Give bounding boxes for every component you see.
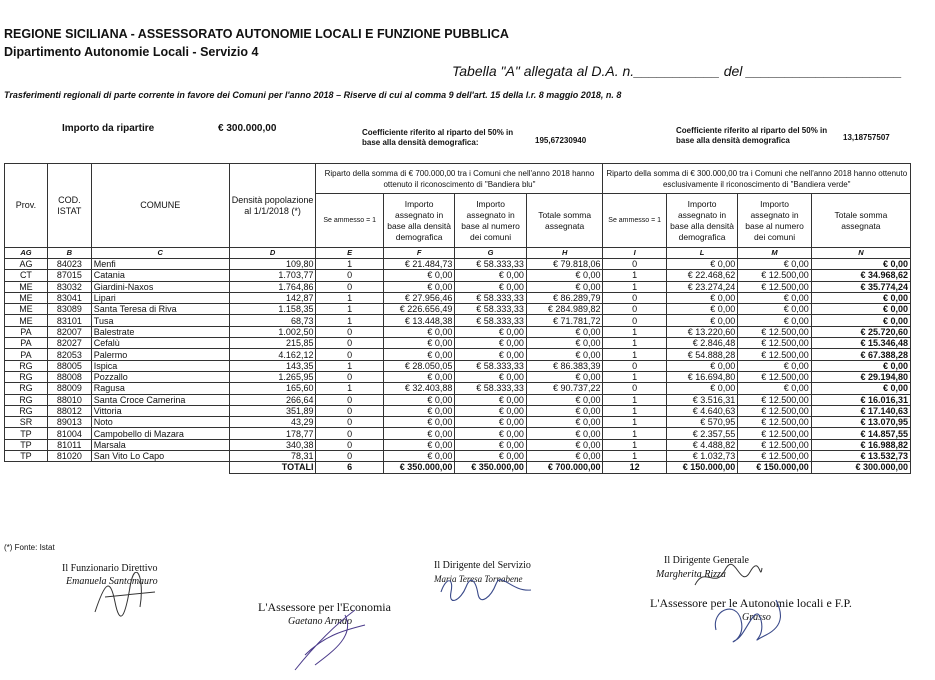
cell-prov: PA [5,349,48,360]
cell-importo-g: € 0,00 [455,326,526,337]
signature-scribble-assessore-economia [285,605,385,675]
riparto-table [4,163,911,474]
col-se-ammesso-e: Se ammesso = 1 [316,194,383,248]
cell-importo-f: € 0,00 [383,371,454,382]
cell-importo-l: € 23.274,24 [666,281,737,292]
cell-totale-h: € 0,00 [526,417,603,428]
table-row [5,383,911,394]
cell-comune: Vittoria [91,405,229,416]
cell-se-ammesso-i: 1 [603,349,666,360]
totals-label: TOTALI [229,462,316,473]
cell-importo-l: € 0,00 [666,360,737,371]
cell-totale-h: € 284.989,82 [526,304,603,315]
cell-totale-h: € 0,00 [526,281,603,292]
cell-importo-g: € 0,00 [455,349,526,360]
cell-densita: 143,35 [229,360,316,371]
cell-comune: Cefalù [91,338,229,349]
table-row [5,304,911,315]
cell-densita: 340,38 [229,439,316,450]
coeff1-value: 195,67230940 [535,136,587,145]
letter-cell: B [47,248,91,259]
letter-cell: D [229,248,316,259]
cell-prov: ME [5,315,48,326]
cell-comune: Menfi [91,259,229,270]
cell-cod-istat: 83032 [47,281,91,292]
cell-prov: RG [5,383,48,394]
cell-importo-g: € 58.333,33 [455,315,526,326]
cell-densita: 351,89 [229,405,316,416]
cell-totale-h: € 79.818,06 [526,259,603,270]
cell-comune: Pozzallo [91,371,229,382]
cell-importo-g: € 0,00 [455,270,526,281]
cell-se-ammesso-e: 0 [316,394,383,405]
cell-cod-istat: 81011 [47,439,91,450]
cell-importo-f: € 28.050,05 [383,360,454,371]
cell-totale-h: € 0,00 [526,338,603,349]
total-g: € 350.000,00 [455,462,526,473]
cell-importo-l: € 0,00 [666,292,737,303]
signature-scribble-dirigente-servizio [436,572,536,606]
table-row [5,326,911,337]
table-row [5,405,911,416]
tabella-title: Tabella "A" allegata al D.A. n.___________ del ____________________ [452,63,903,79]
cell-prov: TP [5,428,48,439]
importo-label: Importo da ripartire [62,123,155,134]
cell-densita: 1.703,77 [229,270,316,281]
assessore-economia-title: L'Assessore per l'Economia [258,600,391,614]
cell-comune: Santa Teresa di Riva [91,304,229,315]
cell-totale-n: € 13.532,73 [811,451,910,462]
cell-importo-m: € 12.500,00 [738,428,812,439]
cell-importo-l: € 0,00 [666,315,737,326]
cell-importo-l: € 22.468,62 [666,270,737,281]
cell-totale-n: € 0,00 [811,292,910,303]
cell-importo-g: € 58.333,33 [455,292,526,303]
coeff2-label: Coefficiente riferito al riparto del 50% in base alla densità demografica [676,126,828,145]
assessore-autonomie-name: Grasso [742,612,771,623]
header-region: REGIONE SICILIANA - ASSESSORATO AUTONOMIE LOCALI E FUNZIONE PUBBLICA [4,27,509,41]
cell-totale-n: € 35.774,24 [811,281,910,292]
cell-importo-f: € 0,00 [383,417,454,428]
dirigente-generale-name: Margherita Rizza [656,569,726,580]
cell-importo-g: € 0,00 [455,371,526,382]
col-importo-densita-f: Importo assegnato in base alla densità demografica [383,194,454,248]
signature-scribble-assessore-autonomie [706,590,786,650]
table-row [5,428,911,439]
cell-prov: PA [5,338,48,349]
cell-se-ammesso-e: 1 [316,360,383,371]
cell-importo-l: € 0,00 [666,383,737,394]
cell-totale-n: € 29.194,80 [811,371,910,382]
table-row [5,451,911,462]
cell-comune: Santa Croce Camerina [91,394,229,405]
cell-cod-istat: 82007 [47,326,91,337]
cell-totale-h: € 0,00 [526,439,603,450]
table-row [5,315,911,326]
cell-importo-l: € 4.640,63 [666,405,737,416]
cell-densita: 1.265,95 [229,371,316,382]
cell-importo-m: € 12.500,00 [738,394,812,405]
cell-se-ammesso-e: 0 [316,349,383,360]
coeff1-label: Coefficiente riferito al riparto del 50% in base alla densità demografica: [362,128,514,147]
cell-prov: RG [5,394,48,405]
cell-prov: RG [5,405,48,416]
cell-importo-m: € 12.500,00 [738,405,812,416]
funzionario-name: Emanuela Santomauro [66,576,158,587]
cell-comune: Campobello di Mazara [91,428,229,439]
col-totale-n: Totale somma assegnata [811,194,910,248]
cell-se-ammesso-e: 0 [316,428,383,439]
col-comune: COMUNE [91,164,229,248]
col-se-ammesso-i: Se ammesso = 1 [603,194,666,248]
cell-densita: 109,80 [229,259,316,270]
cell-importo-g: € 58.333,33 [455,360,526,371]
cell-importo-m: € 0,00 [738,292,812,303]
cell-se-ammesso-i: 1 [603,371,666,382]
table-row [5,417,911,428]
cell-comune: Giardini-Naxos [91,281,229,292]
cell-se-ammesso-i: 1 [603,405,666,416]
cell-importo-l: € 2.846,48 [666,338,737,349]
cell-importo-g: € 0,00 [455,451,526,462]
cell-importo-f: € 0,00 [383,281,454,292]
cell-cod-istat: 83089 [47,304,91,315]
cell-se-ammesso-e: 1 [316,304,383,315]
cell-importo-f: € 21.484,73 [383,259,454,270]
funzionario-title: Il Funzionario Direttivo [62,563,158,574]
cell-comune: Noto [91,417,229,428]
cell-importo-m: € 0,00 [738,383,812,394]
cell-se-ammesso-i: 0 [603,360,666,371]
cell-importo-m: € 0,00 [738,315,812,326]
cell-totale-h: € 0,00 [526,270,603,281]
cell-se-ammesso-i: 0 [603,292,666,303]
cell-totale-n: € 34.968,62 [811,270,910,281]
cell-importo-g: € 58.333,33 [455,383,526,394]
importo-value: € 300.000,00 [218,123,277,134]
cell-totale-h: € 90.737,22 [526,383,603,394]
cell-cod-istat: 84023 [47,259,91,270]
cell-totale-n: € 16.016,31 [811,394,910,405]
total-e: 6 [316,462,383,473]
cell-comune: Balestrate [91,326,229,337]
cell-comune: Ragusa [91,383,229,394]
cell-importo-f: € 226.656,49 [383,304,454,315]
letter-cell: M [738,248,812,259]
cell-cod-istat: 82027 [47,338,91,349]
cell-importo-m: € 0,00 [738,304,812,315]
cell-se-ammesso-e: 1 [316,315,383,326]
cell-importo-f: € 0,00 [383,394,454,405]
cell-prov: TP [5,439,48,450]
cell-densita: 68,73 [229,315,316,326]
cell-importo-g: € 0,00 [455,428,526,439]
letter-cell: F [383,248,454,259]
cell-densita: 165,60 [229,383,316,394]
column-letters-row [5,248,911,259]
cell-cod-istat: 82053 [47,349,91,360]
total-n: € 300.000,00 [811,462,910,473]
cell-importo-m: € 12.500,00 [738,281,812,292]
cell-importo-f: € 0,00 [383,451,454,462]
letter-cell: AG [5,248,48,259]
cell-importo-m: € 12.500,00 [738,439,812,450]
cell-se-ammesso-e: 0 [316,405,383,416]
cell-se-ammesso-i: 1 [603,281,666,292]
col-densita: Densità popolazione al 1/1/2018 (*) [229,164,316,248]
cell-importo-m: € 12.500,00 [738,417,812,428]
cell-cod-istat: 88009 [47,383,91,394]
cell-se-ammesso-i: 1 [603,439,666,450]
cell-densita: 4.162,12 [229,349,316,360]
cell-se-ammesso-i: 1 [603,326,666,337]
cell-totale-n: € 67.388,28 [811,349,910,360]
cell-importo-f: € 0,00 [383,405,454,416]
cell-prov: ME [5,292,48,303]
cell-densita: 43,29 [229,417,316,428]
table-row [5,360,911,371]
cell-prov: ME [5,281,48,292]
cell-densita: 178,77 [229,428,316,439]
cell-se-ammesso-i: 0 [603,383,666,394]
coeff2-value: 13,18757507 [843,133,890,142]
cell-se-ammesso-i: 1 [603,417,666,428]
header-department: Dipartimento Autonomie Locali - Servizio 4 [4,45,259,59]
cell-importo-l: € 570,95 [666,417,737,428]
cell-importo-l: € 2.357,55 [666,428,737,439]
cell-importo-m: € 12.500,00 [738,371,812,382]
cell-prov: CT [5,270,48,281]
cell-se-ammesso-e: 1 [316,383,383,394]
cell-densita: 266,64 [229,394,316,405]
dirigente-servizio-name: Maria Teresa Tornabene [434,574,523,584]
letter-cell: H [526,248,603,259]
cell-cod-istat: 87015 [47,270,91,281]
total-f: € 350.000,00 [383,462,454,473]
cell-importo-f: € 0,00 [383,439,454,450]
letter-cell: I [603,248,666,259]
cell-prov: PA [5,326,48,337]
cell-densita: 215,85 [229,338,316,349]
cell-totale-h: € 86.289,79 [526,292,603,303]
signature-scribble-funzionario [85,572,165,622]
col-importo-numero-g: Importo assegnato in base al numero dei comuni [455,194,526,248]
cell-importo-g: € 0,00 [455,394,526,405]
cell-densita: 1.002,50 [229,326,316,337]
table-row [5,259,911,270]
cell-totale-n: € 0,00 [811,360,910,371]
cell-importo-l: € 3.516,31 [666,394,737,405]
letter-cell: C [91,248,229,259]
cell-comune: Palermo [91,349,229,360]
cell-importo-m: € 12.500,00 [738,326,812,337]
cell-cod-istat: 88010 [47,394,91,405]
cell-se-ammesso-i: 0 [603,259,666,270]
assessore-economia-name: Gaetano Armao [288,616,352,627]
cell-cod-istat: 83101 [47,315,91,326]
cell-se-ammesso-e: 0 [316,281,383,292]
cell-importo-g: € 0,00 [455,405,526,416]
cell-importo-m: € 0,00 [738,259,812,270]
col-importo-numero-m: Importo assegnato in base al numero dei comuni [738,194,812,248]
table-row [5,281,911,292]
cell-importo-m: € 12.500,00 [738,338,812,349]
cell-importo-m: € 0,00 [738,360,812,371]
cell-totale-h: € 0,00 [526,451,603,462]
cell-comune: Lipari [91,292,229,303]
cell-se-ammesso-e: 0 [316,451,383,462]
cell-prov: SR [5,417,48,428]
cell-se-ammesso-e: 0 [316,270,383,281]
cell-totale-h: € 0,00 [526,371,603,382]
letter-cell: G [455,248,526,259]
table-row [5,338,911,349]
cell-comune: Marsala [91,439,229,450]
cell-se-ammesso-e: 0 [316,371,383,382]
col-prov: Prov. [5,164,48,248]
document-subtitle: Trasferimenti regionali di parte corrente in favore dei Comuni per l'anno 2018 – Riserve di cui al comma 9 dell'art. 15 della l.r. 8 maggio 2018, n. 8 [4,90,622,100]
cell-importo-m: € 12.500,00 [738,349,812,360]
table-row [5,270,911,281]
total-m: € 150.000,00 [738,462,812,473]
letter-cell: N [811,248,910,259]
totals-row [5,462,911,473]
dirigente-generale-title: Il Dirigente Generale [664,555,749,566]
cell-importo-f: € 32.403,88 [383,383,454,394]
cell-importo-g: € 58.333,33 [455,259,526,270]
cell-se-ammesso-e: 1 [316,259,383,270]
cell-se-ammesso-i: 1 [603,338,666,349]
cell-totale-n: € 14.857,55 [811,428,910,439]
cell-se-ammesso-e: 0 [316,326,383,337]
cell-totale-h: € 0,00 [526,394,603,405]
cell-cod-istat: 88005 [47,360,91,371]
cell-importo-f: € 27.956,46 [383,292,454,303]
total-l: € 150.000,00 [666,462,737,473]
cell-prov: TP [5,451,48,462]
cell-totale-n: € 13.070,95 [811,417,910,428]
cell-totale-n: € 17.140,63 [811,405,910,416]
cell-densita: 78,31 [229,451,316,462]
col-totale-h: Totale somma assegnata [526,194,603,248]
cell-importo-l: € 16.694,80 [666,371,737,382]
cell-se-ammesso-i: 1 [603,270,666,281]
cell-se-ammesso-i: 0 [603,315,666,326]
cell-totale-h: € 0,00 [526,326,603,337]
footnote: (*) Fonte: Istat [4,543,55,552]
cell-importo-m: € 12.500,00 [738,451,812,462]
cell-se-ammesso-i: 1 [603,451,666,462]
letter-cell: E [316,248,383,259]
cell-se-ammesso-e: 0 [316,338,383,349]
cell-importo-l: € 0,00 [666,259,737,270]
cell-se-ammesso-i: 1 [603,428,666,439]
cell-se-ammesso-e: 1 [316,292,383,303]
cell-comune: Ispica [91,360,229,371]
cell-cod-istat: 88008 [47,371,91,382]
cell-totale-h: € 86.383,39 [526,360,603,371]
cell-cod-istat: 81004 [47,428,91,439]
cell-totale-n: € 0,00 [811,304,910,315]
table-row [5,394,911,405]
cell-importo-l: € 13.220,60 [666,326,737,337]
cell-se-ammesso-i: 0 [603,304,666,315]
cell-cod-istat: 89013 [47,417,91,428]
cell-importo-g: € 0,00 [455,281,526,292]
cell-totale-n: € 0,00 [811,315,910,326]
cell-totale-h: € 0,00 [526,428,603,439]
cell-importo-f: € 0,00 [383,349,454,360]
table-row [5,349,911,360]
cell-totale-n: € 25.720,60 [811,326,910,337]
col-cod-istat: COD. ISTAT [47,164,91,248]
table-row [5,371,911,382]
table-row [5,292,911,303]
letter-cell: L [666,248,737,259]
cell-comune: Catania [91,270,229,281]
cell-densita: 1.158,35 [229,304,316,315]
cell-totale-h: € 0,00 [526,405,603,416]
cell-prov: AG [5,259,48,270]
cell-totale-n: € 0,00 [811,383,910,394]
cell-totale-n: € 0,00 [811,259,910,270]
cell-totale-h: € 0,00 [526,349,603,360]
col-importo-densita-l: Importo assegnato in base alla densità demografica [666,194,737,248]
group-bandiera-verde: Riparto della somma di € 300.000,00 tra i Comuni che nell'anno 2018 hanno ottenuto esclusivamente il riconoscimento di "Bandiera verde" [603,164,911,194]
cell-cod-istat: 81020 [47,451,91,462]
cell-importo-l: € 0,00 [666,304,737,315]
assessore-autonomie-title: L'Assessore per le Autonomie locali e F.P. [650,596,852,610]
cell-importo-f: € 0,00 [383,428,454,439]
cell-importo-l: € 54.888,28 [666,349,737,360]
cell-se-ammesso-i: 1 [603,394,666,405]
cell-importo-l: € 1.032,73 [666,451,737,462]
total-h: € 700.000,00 [526,462,603,473]
cell-densita: 142,87 [229,292,316,303]
cell-comune: San Vito Lo Capo [91,451,229,462]
cell-prov: ME [5,304,48,315]
cell-importo-f: € 0,00 [383,270,454,281]
cell-totale-n: € 15.346,48 [811,338,910,349]
cell-se-ammesso-e: 0 [316,439,383,450]
cell-importo-m: € 12.500,00 [738,270,812,281]
cell-importo-f: € 0,00 [383,338,454,349]
cell-densita: 1.764,86 [229,281,316,292]
cell-cod-istat: 83041 [47,292,91,303]
cell-prov: RG [5,360,48,371]
cell-totale-n: € 16.988,82 [811,439,910,450]
cell-prov: RG [5,371,48,382]
total-i: 12 [603,462,666,473]
group-bandiera-blu: Riparto della somma di € 700.000,00 tra i Comuni che nell'anno 2018 hanno ottenuto il riconoscimento di "Bandiera blu" [316,164,603,194]
cell-se-ammesso-e: 0 [316,417,383,428]
cell-importo-g: € 0,00 [455,417,526,428]
dirigente-servizio-title: Il Dirigente del Servizio [434,560,531,571]
cell-importo-f: € 13.448,38 [383,315,454,326]
cell-importo-g: € 58.333,33 [455,304,526,315]
cell-importo-f: € 0,00 [383,326,454,337]
table-row [5,439,911,450]
cell-importo-g: € 0,00 [455,338,526,349]
cell-importo-l: € 4.488,82 [666,439,737,450]
cell-importo-g: € 0,00 [455,439,526,450]
cell-cod-istat: 88012 [47,405,91,416]
cell-comune: Tusa [91,315,229,326]
cell-totale-h: € 71.781,72 [526,315,603,326]
